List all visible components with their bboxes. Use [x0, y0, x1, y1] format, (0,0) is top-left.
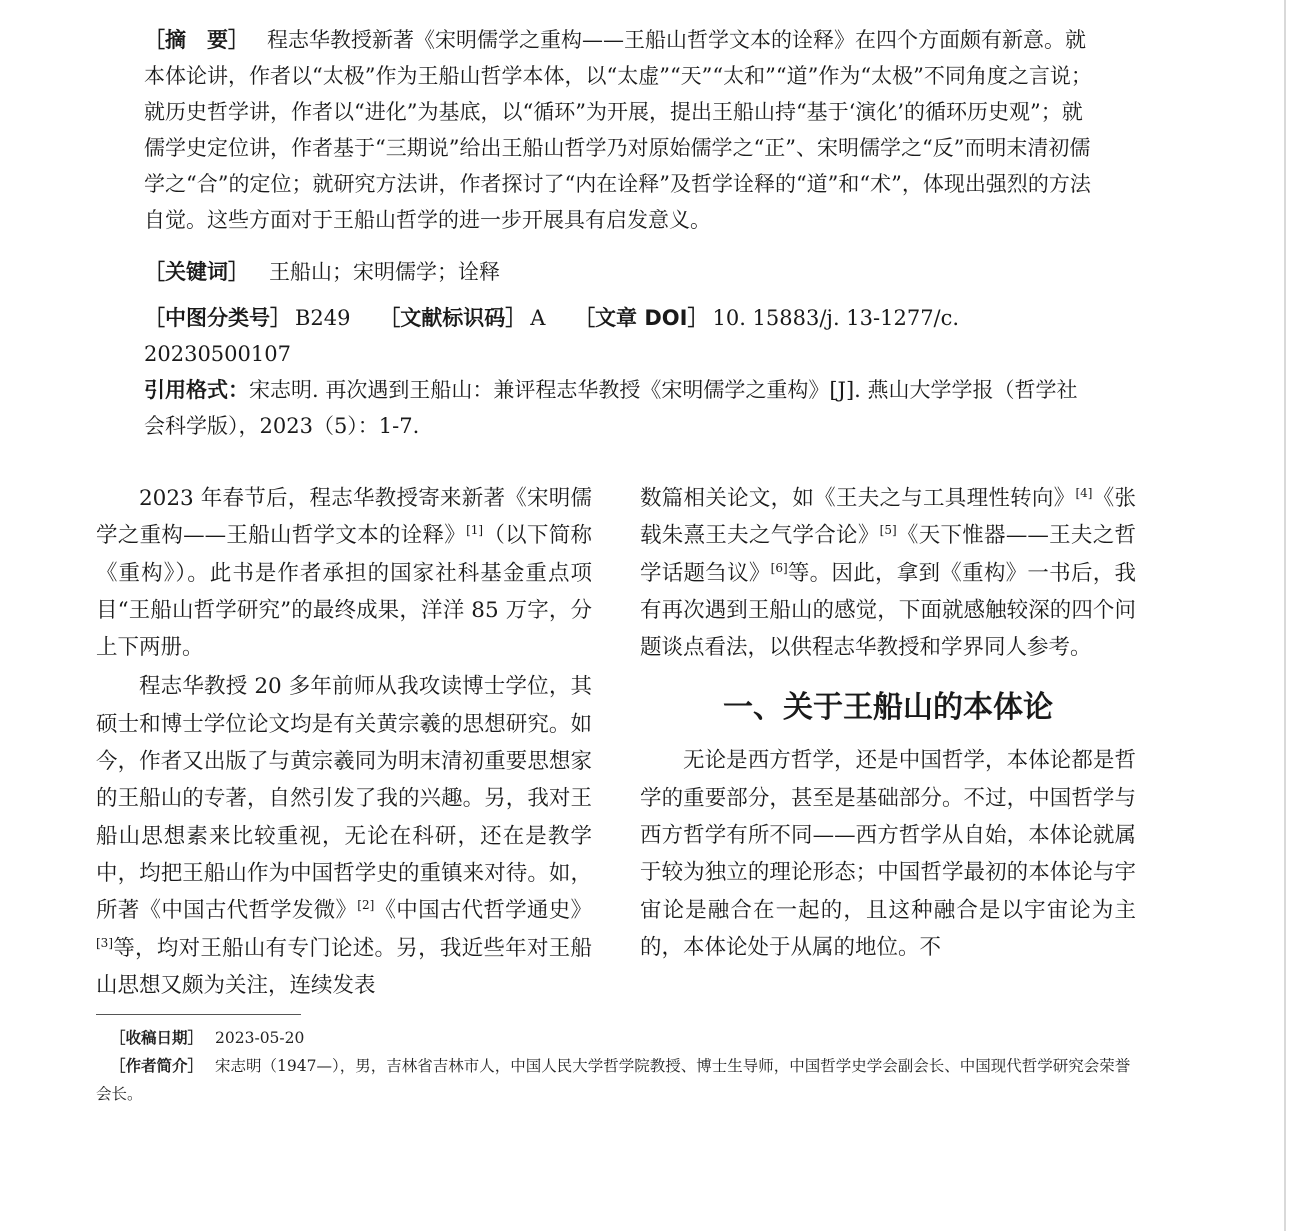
author-bio-text: 宋志明（1947—），男，吉林省吉林市人，中国人民大学哲学院教授、博士生导师，中国哲学史学会副会长、中国现代哲学研究会荣誉会长。 — [96, 1057, 1131, 1103]
paragraph — [640, 480, 1136, 666]
keywords — [144, 254, 1092, 290]
paragraph-text: 《张载朱熹王夫之气学合论》 — [640, 486, 1136, 549]
received-date-value: 2023-05-20 — [215, 1029, 305, 1047]
doc-code-label: ［文献标识码］ — [379, 306, 527, 330]
author-bio — [96, 1052, 1140, 1108]
reference-marker[interactable]: [6] — [770, 560, 788, 575]
paragraph — [640, 742, 1136, 966]
abstract-text: 程志华教授新著《宋明儒学之重构——王船山哲学文本的诠释》在四个方面颇有新意。就本体论讲，作者以“太极”作为王船山哲学本体，以“太虚”“天”“太和”“道”作为“太极”不同角度之言说；就历史哲学讲，作者以“进化”为基底，以“循环”为开展，提出王船山持“基于‘演化’的循环历史观”；就儒学史定位讲，作者基于“三期说”给出王船山哲学乃对原始儒学之“正”、宋明儒学之“反”而明末清初儒学之“合”的定位；就研究方法讲，作者探讨了“内在诠释”及哲学诠释的“道”和“术”，体现出强烈的方法自觉。这些方面对于王船山哲学的进一步开展具有启发意义。 — [144, 28, 1092, 232]
citation-label: 引用格式： — [144, 378, 249, 402]
paragraph-text: （以下简称《重构》）。此书是作者承担的国家社科基金重点项目“王船山哲学研究”的最终成果，洋洋 85 万字，分上下两册。 — [96, 523, 592, 661]
footnotes — [96, 1024, 1140, 1108]
received-date — [96, 1024, 1140, 1052]
paragraph-text: 数篇相关论文，如《王夫之与工具理性转向》 — [640, 486, 1076, 511]
keywords-text: 王船山；宋明儒学；诠释 — [269, 260, 500, 284]
doc-code-value: A — [530, 306, 546, 330]
section-heading: 一、关于王船山的本体论 — [723, 690, 1053, 726]
keywords-label: ［关键词］ — [144, 260, 249, 284]
clc-value: B249 — [295, 306, 351, 330]
classification-line — [144, 300, 1092, 372]
reference-marker[interactable]: [1] — [466, 523, 484, 538]
paragraph-text: 等，均对王船山有专门论述。另，我近些年对王船山思想又颇为关注，连续发表 — [96, 935, 592, 998]
body-column-right — [640, 480, 1136, 968]
paragraph-text: 等。因此，拿到《重构》一书后，我有再次遇到王船山的感觉，下面就感触较深的四个问题谈点看法，以供程志华教授和学界同人参考。 — [640, 560, 1136, 661]
received-date-label: ［收稿日期］ — [110, 1029, 204, 1047]
citation-format — [144, 372, 1092, 444]
paragraph-text: 程志华教授 20 多年前师从我攻读博士学位，其硕士和博士学位论文均是有关黄宗羲的思想研究。如今，作者又出版了与黄宗羲同为明末清初重要思想家的王船山的专著，自然引发了我的兴趣。另，我对王船山思想素来比较重视，无论在科研，还在是教学中，均把王船山作为中国哲学史的重镇来对待。如，所著《中国古代哲学发微》 — [96, 674, 592, 924]
reference-marker[interactable]: [5] — [879, 523, 897, 538]
reference-marker[interactable]: [2] — [357, 898, 375, 913]
paragraph — [96, 668, 592, 1004]
clc-label: ［中图分类号］ — [144, 306, 291, 330]
paragraph-text: 《天下惟器——王夫之哲学话题刍议》 — [640, 523, 1136, 586]
author-bio-label: ［作者简介］ — [110, 1057, 204, 1075]
reference-marker[interactable]: [4] — [1075, 485, 1093, 500]
footnote-divider — [96, 1014, 301, 1015]
paragraph-text: 《中国古代哲学通史》 — [374, 898, 592, 924]
doi-value: 10. 15883/j. 13-1277/c. 20230500107 — [144, 306, 960, 366]
abstract — [144, 22, 1092, 238]
page-edge — [1284, 0, 1286, 1231]
citation-text: 宋志明. 再次遇到王船山：兼评程志华教授《宋明儒学之重构》[J]. 燕山大学学报（哲学社会科学版），2023（5）：1-7. — [144, 378, 1078, 438]
paragraph-text: 无论是西方哲学，还是中国哲学，本体论都是哲学的重要部分，甚至是基础部分。不过，中国哲学与西方哲学有所不同——西方哲学从自始，本体论就属于较为独立的理论形态；中国哲学最初的本体论与宇宙论是融合在一起的，且这种融合是以宇宙论为主的，本体论处于从属的地位。不 — [640, 748, 1136, 960]
paragraph-text: 2023 年春节后，程志华教授寄来新著《宋明儒学之重构——王船山哲学文本的诠释》 — [96, 486, 592, 549]
reference-marker[interactable]: [3] — [96, 935, 113, 950]
paragraph — [96, 480, 592, 666]
doi-label: ［文章 DOI］ — [574, 306, 709, 330]
article-header — [144, 22, 1092, 444]
abstract-label: ［摘 要］ — [144, 28, 249, 52]
body-column-left — [96, 480, 592, 1006]
